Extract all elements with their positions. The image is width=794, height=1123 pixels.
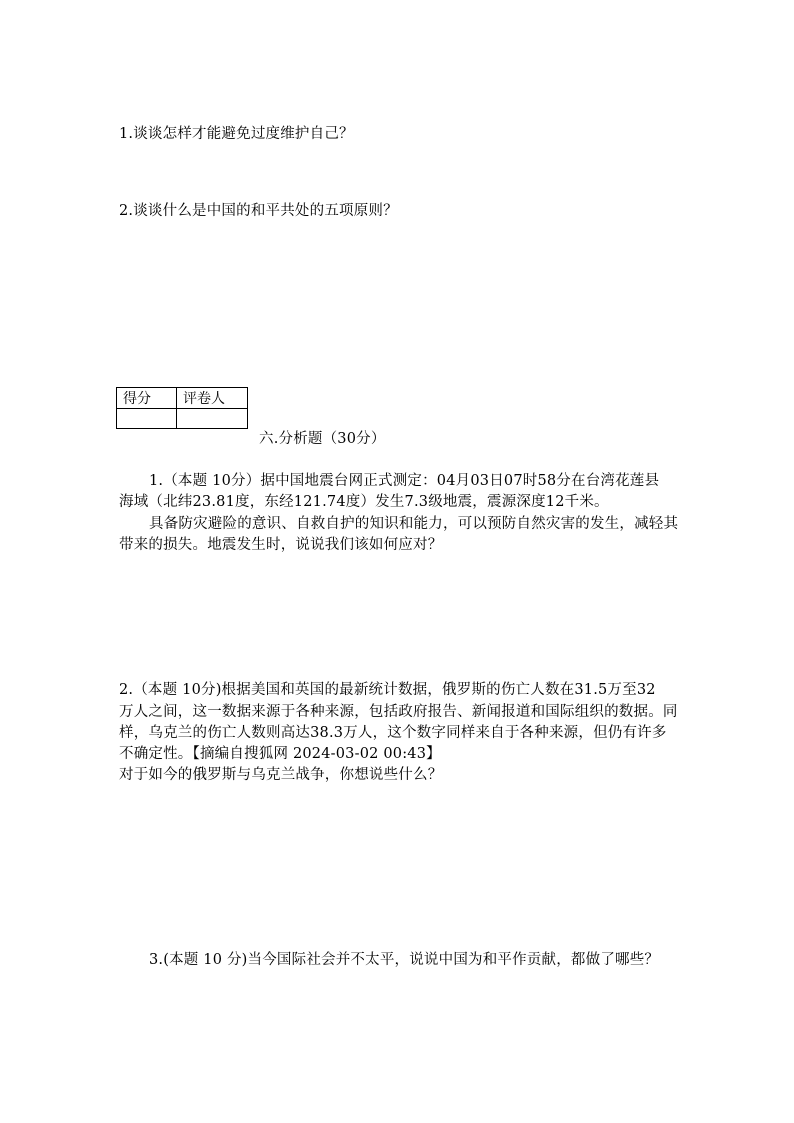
score-header: 得分 <box>117 388 177 409</box>
question-5-2: 2.谈谈什么是中国的和平共处的五项原则？ <box>119 203 398 219</box>
score-cell[interactable] <box>117 409 177 429</box>
grader-cell[interactable] <box>177 409 248 429</box>
analysis-q1-line2: 海域（北纬23.81度，东经121.74度）发生7.3级地震，震源深度12千米。 <box>119 494 609 510</box>
analysis-q3-line1: 3.(本题 10 分)当今国际社会并不太平，说说中国为和平作贡献，都做了哪些？ <box>149 952 660 968</box>
analysis-q2-line1: 2.（本题 10分)根据美国和英国的最新统计数据，俄罗斯的伤亡人数在31.5万至32 <box>119 682 656 698</box>
question-5-1: 1.谈谈怎样才能避免过度维护自己？ <box>119 126 354 142</box>
analysis-q2-line3: 样，乌克兰的伤亡人数则高达38.3万人，这个数字同样来自于各种来源，但仍有许多 <box>119 725 667 741</box>
analysis-q2-line5: 对于如今的俄罗斯与乌克兰战争，你想说些什么？ <box>119 767 443 783</box>
analysis-q2-line2: 万人之间，这一数据来源于各种来源，包括政府报告、新闻报道和国际组织的数据。同 <box>119 704 678 720</box>
analysis-q1-line1: 1.（本题 10分）据中国地震台网正式测定：04月03日07时58分在台湾花莲县 <box>149 473 660 489</box>
score-table <box>116 387 248 429</box>
analysis-q2-line4: 不确定性。【摘编自搜狐网 2024-03-02 00:43】 <box>119 746 441 762</box>
analysis-q1-line4: 带来的损失。地震发生时，说说我们该如何应对？ <box>119 537 443 553</box>
section-6-title: 六.分析题（30分） <box>259 431 386 447</box>
analysis-q1-line3: 具备防灾避险的意识、自救自护的知识和能力，可以预防自然灾害的发生，减轻其 <box>149 516 679 532</box>
grader-header: 评卷人 <box>177 388 248 409</box>
